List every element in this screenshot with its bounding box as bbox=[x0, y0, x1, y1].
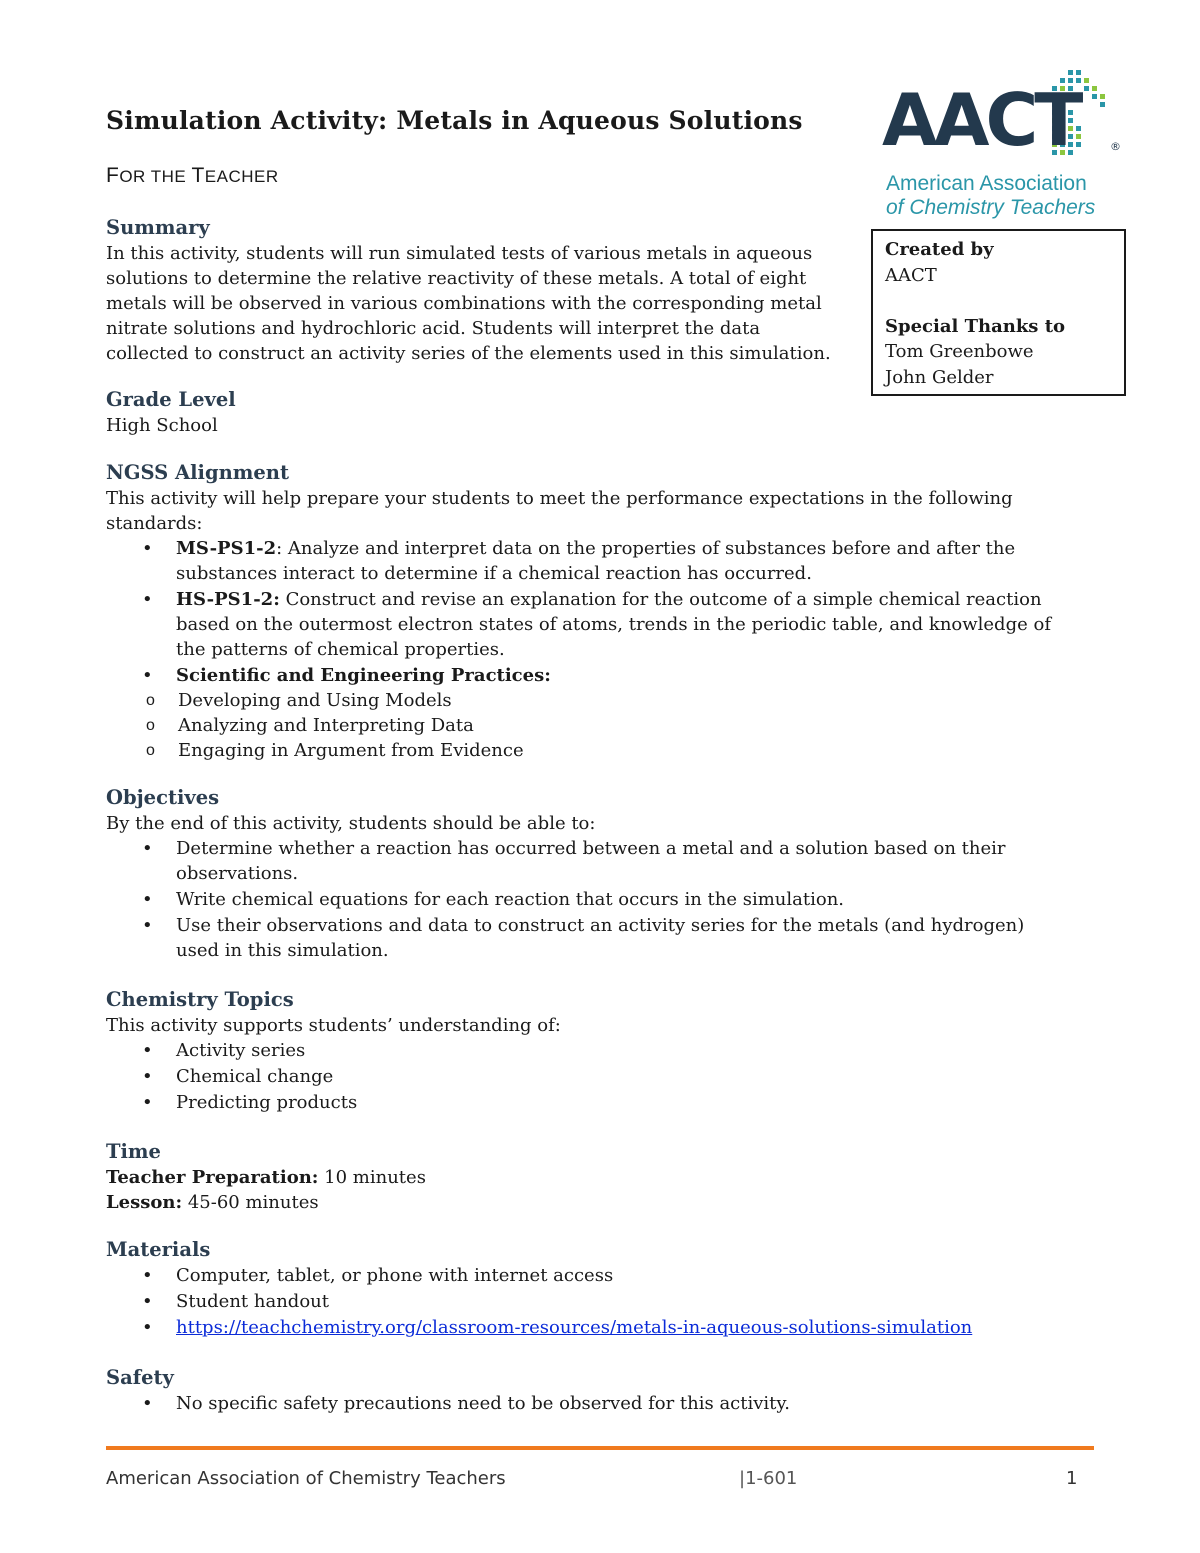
logo-line-1: American Association bbox=[886, 172, 1087, 195]
objective-text: Write chemical equations for each reaction that occurs in the simulation. bbox=[176, 889, 845, 910]
bullet-icon: • bbox=[142, 538, 153, 559]
bullet-icon: • bbox=[142, 665, 153, 686]
time-section bbox=[106, 1139, 1096, 1215]
standard-code: HS-PS1-2: bbox=[176, 589, 280, 610]
topics-list bbox=[106, 1038, 1096, 1115]
summary-line: nitrate solutions and hydrochloric acid. Students will interpret the data bbox=[106, 318, 761, 339]
practice-text: Developing and Using Models bbox=[178, 690, 452, 711]
logo-line-2: of Chemistry Teachers bbox=[886, 196, 1096, 219]
material-text: Computer, tablet, or phone with internet access bbox=[176, 1265, 614, 1286]
objectives-list bbox=[106, 836, 1066, 963]
list-item bbox=[106, 1038, 1096, 1063]
subtitle-or-the: OR THE bbox=[119, 167, 192, 186]
grade-heading: Grade Level bbox=[106, 388, 236, 411]
standard-text: : Analyze and interpret data on the properties of substances before and after the substances interact to determine if a chemical reaction has occurred. bbox=[176, 538, 1016, 584]
circle-bullet-icon: o bbox=[146, 717, 155, 734]
simulation-link[interactable]: https://teachchemistry.org/classroom-resources/metals-in-aqueous-solutions-simulation bbox=[176, 1317, 973, 1338]
page-title: Simulation Activity: Metals in Aqueous Solutions bbox=[106, 106, 803, 135]
grade-section bbox=[106, 387, 1096, 438]
list-item bbox=[106, 887, 1066, 912]
summary-section bbox=[106, 215, 866, 366]
thanks-name: John Gelder bbox=[885, 366, 994, 388]
lesson-value: 45-60 minutes bbox=[182, 1192, 319, 1213]
topics-section bbox=[106, 987, 1096, 1116]
topics-heading: Chemistry Topics bbox=[106, 988, 294, 1011]
bullet-icon: • bbox=[142, 1393, 153, 1414]
list-item bbox=[106, 1064, 1096, 1089]
list-item bbox=[106, 587, 1081, 662]
list-item bbox=[106, 1263, 1096, 1288]
topic-text: Predicting products bbox=[176, 1092, 358, 1113]
subtitle-f: F bbox=[106, 164, 120, 187]
list-item bbox=[106, 1391, 1096, 1416]
lesson-label: Lesson: bbox=[106, 1192, 183, 1213]
lesson-line bbox=[106, 1190, 1096, 1215]
list-item bbox=[106, 913, 1066, 963]
practices-label: Scientific and Engineering Practices: bbox=[176, 665, 551, 686]
list-item bbox=[106, 536, 1081, 586]
ngss-intro: This activity will help prepare your students to meet the performance expectations in the following standards: bbox=[106, 488, 1013, 534]
bullet-icon: • bbox=[142, 1066, 153, 1087]
aact-logo bbox=[882, 68, 1132, 228]
credits-box bbox=[871, 229, 1126, 396]
created-by-value: AACT bbox=[885, 264, 937, 286]
teacher-prep-line bbox=[106, 1165, 1096, 1190]
subtitle-t: T bbox=[191, 164, 205, 187]
bullet-icon: • bbox=[142, 1291, 153, 1312]
list-item bbox=[106, 836, 1066, 886]
list-item bbox=[106, 1289, 1096, 1314]
grade-value: High School bbox=[106, 415, 218, 436]
standard-text: Construct and revise an explanation for the outcome of a simple chemical reaction based on the outermost electron states of atoms, trends in the periodic table, and knowledge of the patterns of chemical properties. bbox=[176, 589, 1051, 660]
summary-line: metals will be observed in various combinations with the corresponding metal bbox=[106, 293, 822, 314]
created-by-label: Created by bbox=[885, 239, 994, 260]
footer-organization: American Association of Chemistry Teachers bbox=[106, 1468, 506, 1489]
bullet-icon: • bbox=[142, 589, 153, 610]
summary-line: solutions to determine the relative reactivity of these metals. A total of eight bbox=[106, 268, 807, 289]
materials-section bbox=[106, 1237, 1096, 1341]
topics-intro: This activity supports students’ understanding of: bbox=[106, 1015, 561, 1036]
thanks-name: Tom Greenbowe bbox=[885, 341, 1034, 362]
sub-list-item bbox=[106, 738, 1081, 763]
summary-line: In this activity, students will run simulated tests of various metals in aqueous bbox=[106, 243, 813, 264]
objectives-section bbox=[106, 785, 1066, 964]
ngss-heading: NGSS Alignment bbox=[106, 461, 289, 484]
circle-bullet-icon: o bbox=[146, 692, 155, 709]
list-item bbox=[106, 1315, 1096, 1340]
footer-rule bbox=[106, 1446, 1094, 1450]
objectives-intro: By the end of this activity, students should be able to: bbox=[106, 813, 596, 834]
logo-wordmark: AACT bbox=[882, 78, 1080, 162]
objective-text: Determine whether a reaction has occurred between a metal and a solution based on their observations. bbox=[176, 838, 1006, 884]
safety-heading: Safety bbox=[106, 1366, 174, 1389]
bullet-icon: • bbox=[142, 838, 153, 859]
topic-text: Activity series bbox=[176, 1040, 306, 1061]
special-thanks-label: Special Thanks to bbox=[885, 315, 1066, 337]
circle-bullet-icon: o bbox=[146, 742, 155, 759]
ngss-section bbox=[106, 460, 1081, 764]
practice-text: Engaging in Argument from Evidence bbox=[178, 740, 524, 761]
practices-list bbox=[106, 688, 1081, 763]
safety-section bbox=[106, 1365, 1096, 1417]
ngss-list bbox=[106, 536, 1081, 763]
prep-label: Teacher Preparation: bbox=[106, 1167, 319, 1188]
time-heading: Time bbox=[106, 1140, 161, 1163]
bullet-icon: • bbox=[142, 1040, 153, 1061]
materials-heading: Materials bbox=[106, 1238, 211, 1261]
bullet-icon: • bbox=[142, 1092, 153, 1113]
list-item bbox=[106, 663, 1081, 763]
safety-list bbox=[106, 1391, 1096, 1416]
summary-heading: Summary bbox=[106, 216, 210, 239]
summary-line: collected to construct an activity series of the elements used in this simulation. bbox=[106, 343, 831, 364]
bullet-icon: • bbox=[142, 1317, 153, 1338]
standard-code: MS-PS1-2 bbox=[176, 538, 277, 559]
safety-text: No specific safety precautions need to be observed for this activity. bbox=[176, 1393, 790, 1414]
material-text: Student handout bbox=[176, 1291, 329, 1312]
materials-list bbox=[106, 1263, 1096, 1340]
footer-code: |1-601 bbox=[739, 1468, 798, 1489]
registered-mark: ® bbox=[1110, 140, 1121, 153]
prep-value: 10 minutes bbox=[318, 1167, 426, 1188]
bullet-icon: • bbox=[142, 915, 153, 936]
bullet-icon: • bbox=[142, 1265, 153, 1286]
bullet-icon: • bbox=[142, 889, 153, 910]
practice-text: Analyzing and Interpreting Data bbox=[178, 715, 474, 736]
objectives-heading: Objectives bbox=[106, 786, 220, 809]
list-item bbox=[106, 1090, 1096, 1115]
objective-text: Use their observations and data to construct an activity series for the metals (and hydrogen) used in this simulation. bbox=[176, 915, 1025, 961]
sub-list-item bbox=[106, 713, 1081, 738]
subtitle-eacher: EACHER bbox=[204, 167, 279, 186]
sub-list-item bbox=[106, 688, 1081, 713]
page-number: 1 bbox=[1066, 1468, 1078, 1489]
topic-text: Chemical change bbox=[176, 1066, 334, 1087]
audience-subtitle bbox=[106, 164, 279, 188]
